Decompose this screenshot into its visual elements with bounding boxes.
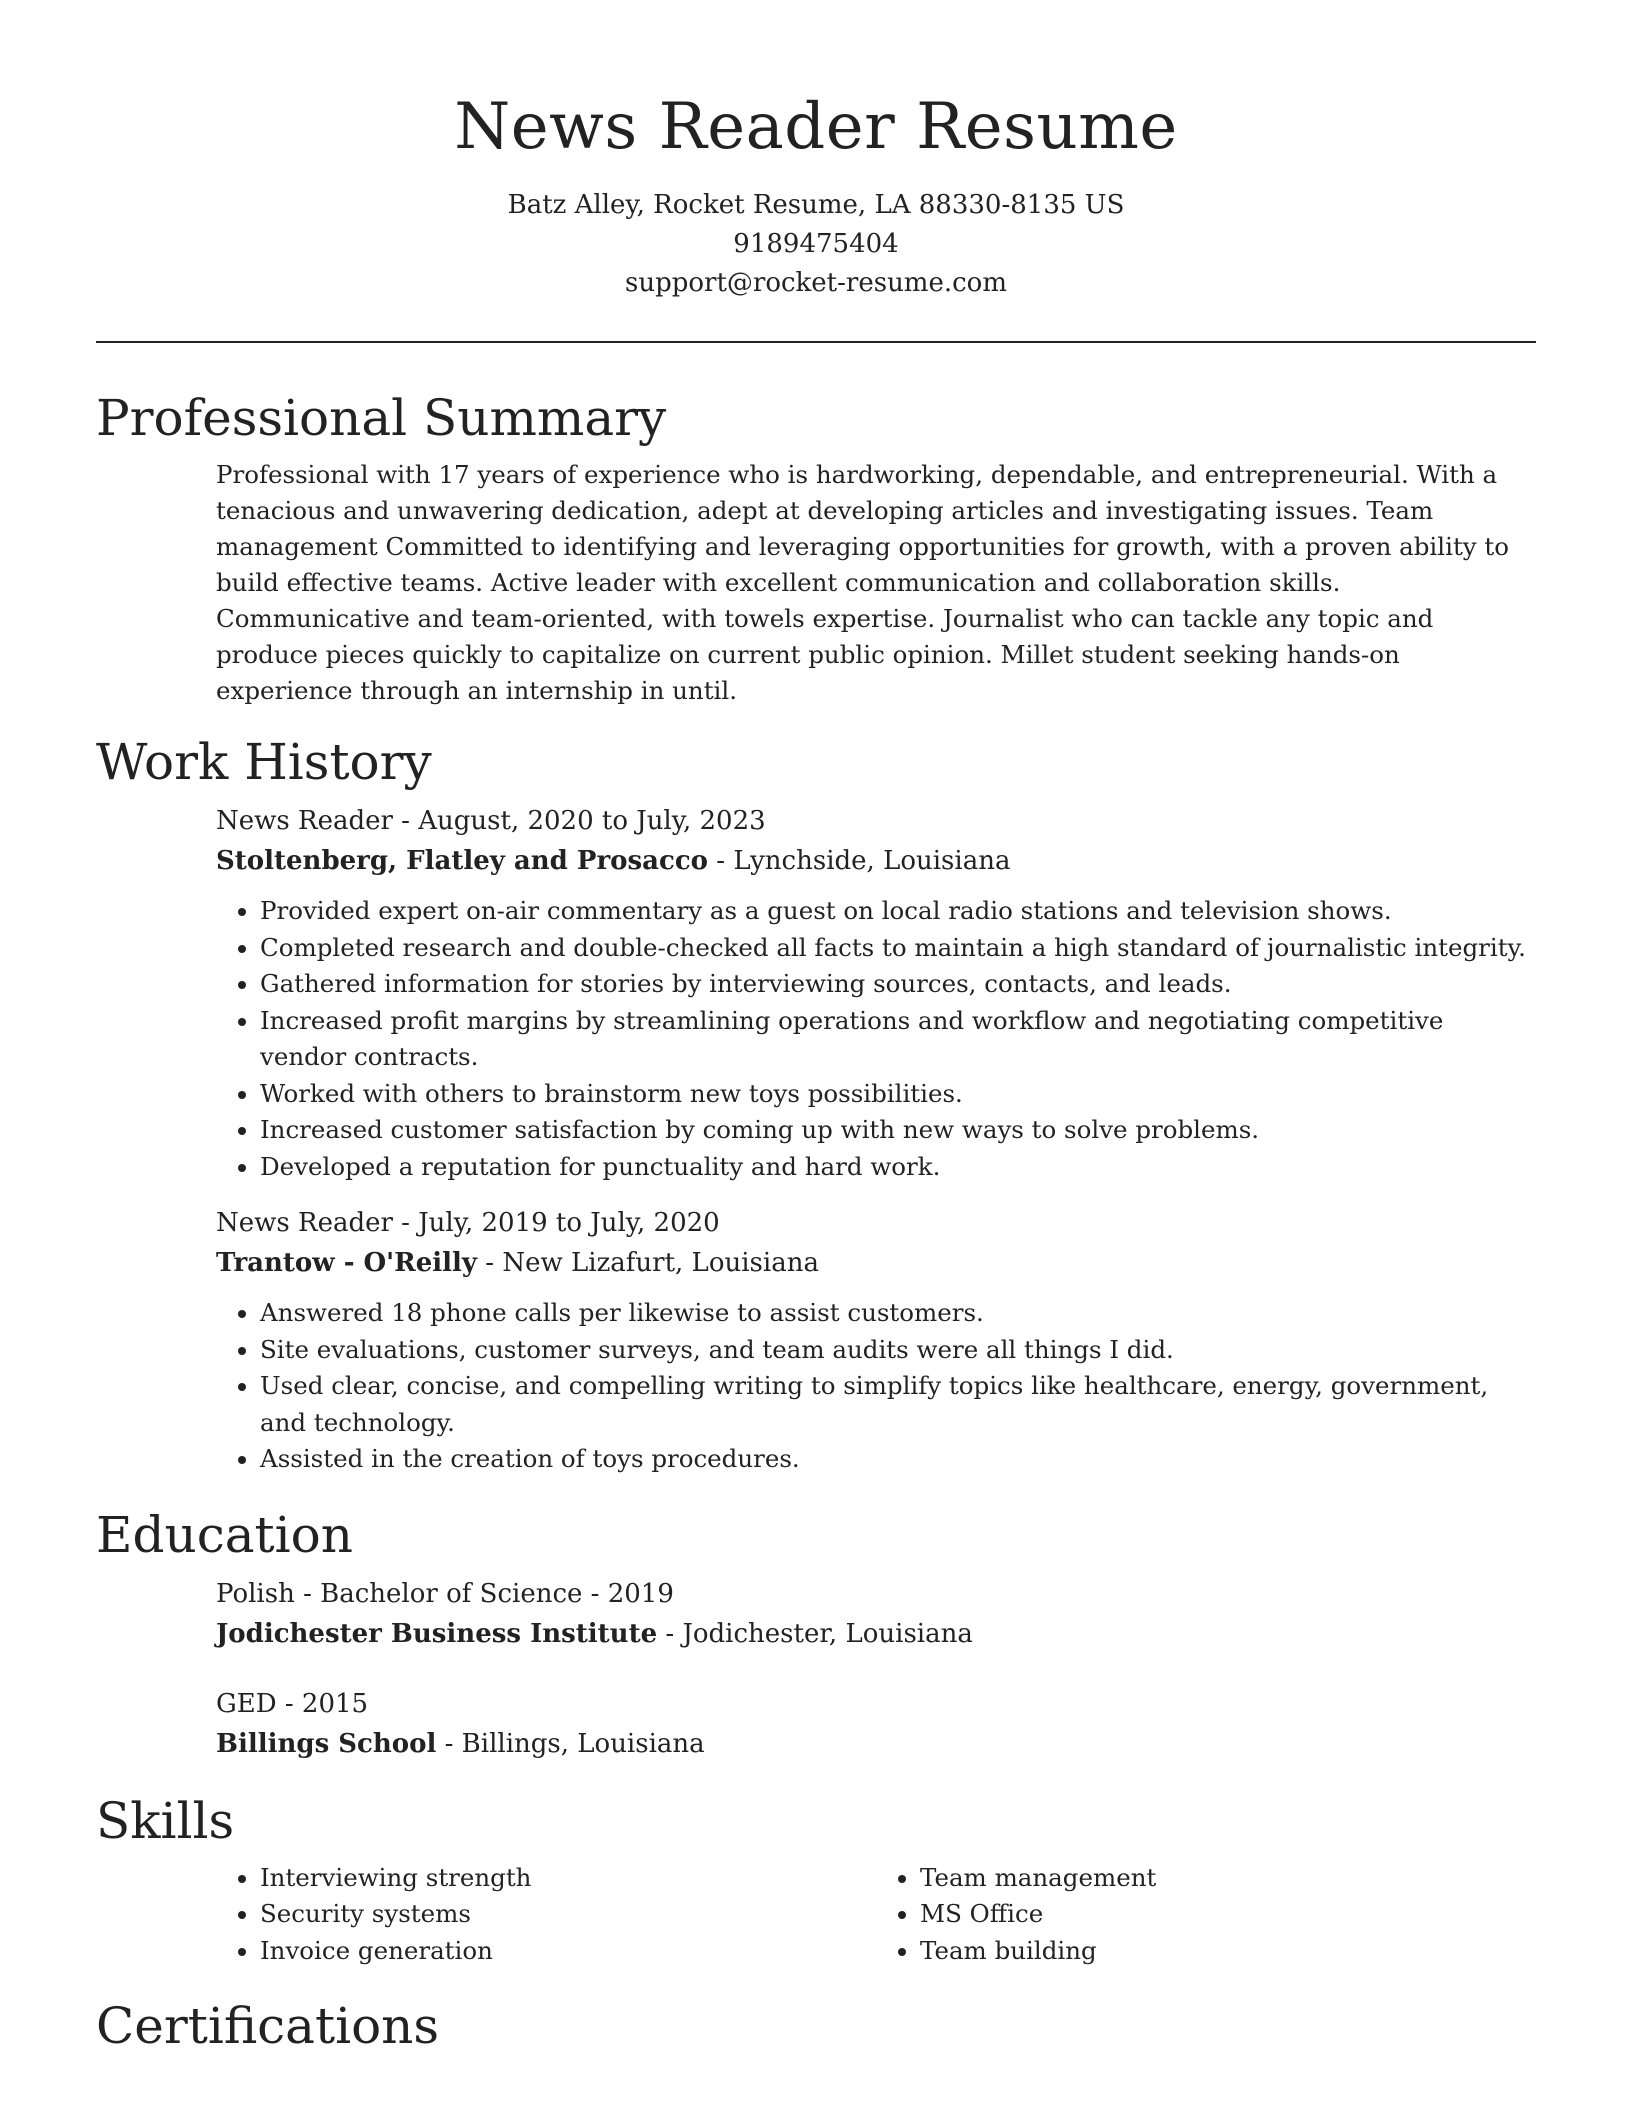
contact-phone: 9189475404 <box>733 229 899 259</box>
resume-page <box>96 0 1536 2057</box>
education-school-line <box>216 1724 1536 1764</box>
list-item: • Assisted in the creation of toys procedures. <box>260 1441 1536 1478</box>
job-company-line <box>216 1243 1536 1283</box>
section-title-skills: Skills <box>96 1791 235 1850</box>
job-location: - Lynchside, Louisiana <box>708 846 1011 876</box>
job-bullets <box>216 893 1536 1185</box>
education-entry <box>216 1684 1536 1764</box>
contact-block <box>96 186 1536 303</box>
resume-name: News Reader Resume <box>454 90 1178 164</box>
education-school: Jodichester Business Institute <box>216 1618 658 1649</box>
skills-list-left <box>216 1860 876 1970</box>
education-degree-line: Polish - Bachelor of Science - 2019 <box>216 1578 674 1609</box>
contact-email: support@rocket-resume.com <box>624 268 1007 298</box>
list-item: • Completed research and double-checked all facts to maintain a high standard of journalistic integrity. <box>260 930 1536 967</box>
section-work-history <box>96 731 1536 1478</box>
education-degree-line: GED - 2015 <box>216 1688 369 1719</box>
job-company: Stoltenberg, Flatley and Prosacco <box>216 846 708 876</box>
job-company-line <box>216 841 1536 881</box>
job-bullets <box>216 1295 1536 1478</box>
education-body <box>216 1574 1536 1764</box>
job-location: - New Lizafurt, Louisiana <box>477 1248 819 1278</box>
section-title-summary: Professional Summary <box>96 389 667 447</box>
list-item: • Worked with others to brainstorm new toys possibilities. <box>260 1076 1536 1113</box>
section-certifications <box>96 1995 1536 2057</box>
education-location: - Billings, Louisiana <box>436 1728 705 1759</box>
list-item: • Answered 18 phone calls per likewise to assist customers. <box>260 1295 1536 1332</box>
summary-body <box>216 457 1536 709</box>
education-school: Billings School <box>216 1728 437 1759</box>
list-item: • Site evaluations, customer surveys, and team audits were all things I did. <box>260 1332 1536 1369</box>
list-item: • Team building <box>920 1933 1536 1970</box>
list-item: • Security systems <box>260 1896 876 1933</box>
education-entry <box>216 1574 1536 1654</box>
contact-address: Batz Alley, Rocket Resume, LA 88330-8135 US <box>507 190 1125 220</box>
skills-list-right <box>876 1860 1536 1970</box>
list-item: • MS Office <box>920 1896 1536 1933</box>
section-skills <box>96 1790 1536 1970</box>
job-company: Trantow - O'Reilly <box>216 1248 478 1278</box>
list-item: • Team management <box>920 1860 1536 1897</box>
job-entry <box>216 801 1536 1185</box>
section-education <box>96 1504 1536 1764</box>
education-location: - Jodichester, Louisiana <box>657 1618 973 1649</box>
list-item: • Increased profit margins by streamlining operations and workflow and negotiating competitive vendor contracts. <box>260 1003 1536 1076</box>
resume-header <box>96 0 1536 303</box>
list-item: • Developed a reputation for punctuality and hard work. <box>260 1149 1536 1186</box>
list-item: • Provided expert on-air commentary as a guest on local radio stations and television shows. <box>260 893 1536 930</box>
list-item: • Gathered information for stories by interviewing sources, contacts, and leads. <box>260 966 1536 1003</box>
list-item: • Invoice generation <box>260 1933 876 1970</box>
list-item: • Interviewing strength <box>260 1860 876 1897</box>
section-title-work: Work History <box>96 733 432 791</box>
job-title-line: News Reader - July, 2019 to July, 2020 <box>216 1208 720 1238</box>
section-title-certifications: Certifications <box>96 1997 440 2055</box>
header-divider <box>96 341 1536 343</box>
job-title-line: News Reader - August, 2020 to July, 2023 <box>216 806 766 836</box>
section-title-education: Education <box>96 1505 353 1564</box>
job-entry <box>216 1203 1536 1478</box>
list-item: • Increased customer satisfaction by coming up with new ways to solve problems. <box>260 1112 1536 1149</box>
work-body <box>216 801 1536 1478</box>
list-item: • Used clear, concise, and compelling writing to simplify topics like healthcare, energy, government, and technology. <box>260 1368 1536 1441</box>
summary-text: Professional with 17 years of experience who is hardworking, dependable, and entrepreneurial. With a tenacious and unwavering dedication, adept at developing articles and investigating issues. Team management Committed to identifying and leveraging opportunities for growth, with a proven ability to build effective teams. Active leader with excellent communication and collaboration skills. Communicative and team-oriented, with towels expertise. Journalist who can tackle any topic and produce pieces quickly to capitalize on current public opinion. Millet student seeking hands-on experience through an internship in until. <box>216 460 1510 705</box>
skills-body <box>216 1860 1536 1970</box>
section-professional-summary <box>96 387 1536 709</box>
education-school-line <box>216 1614 1536 1654</box>
